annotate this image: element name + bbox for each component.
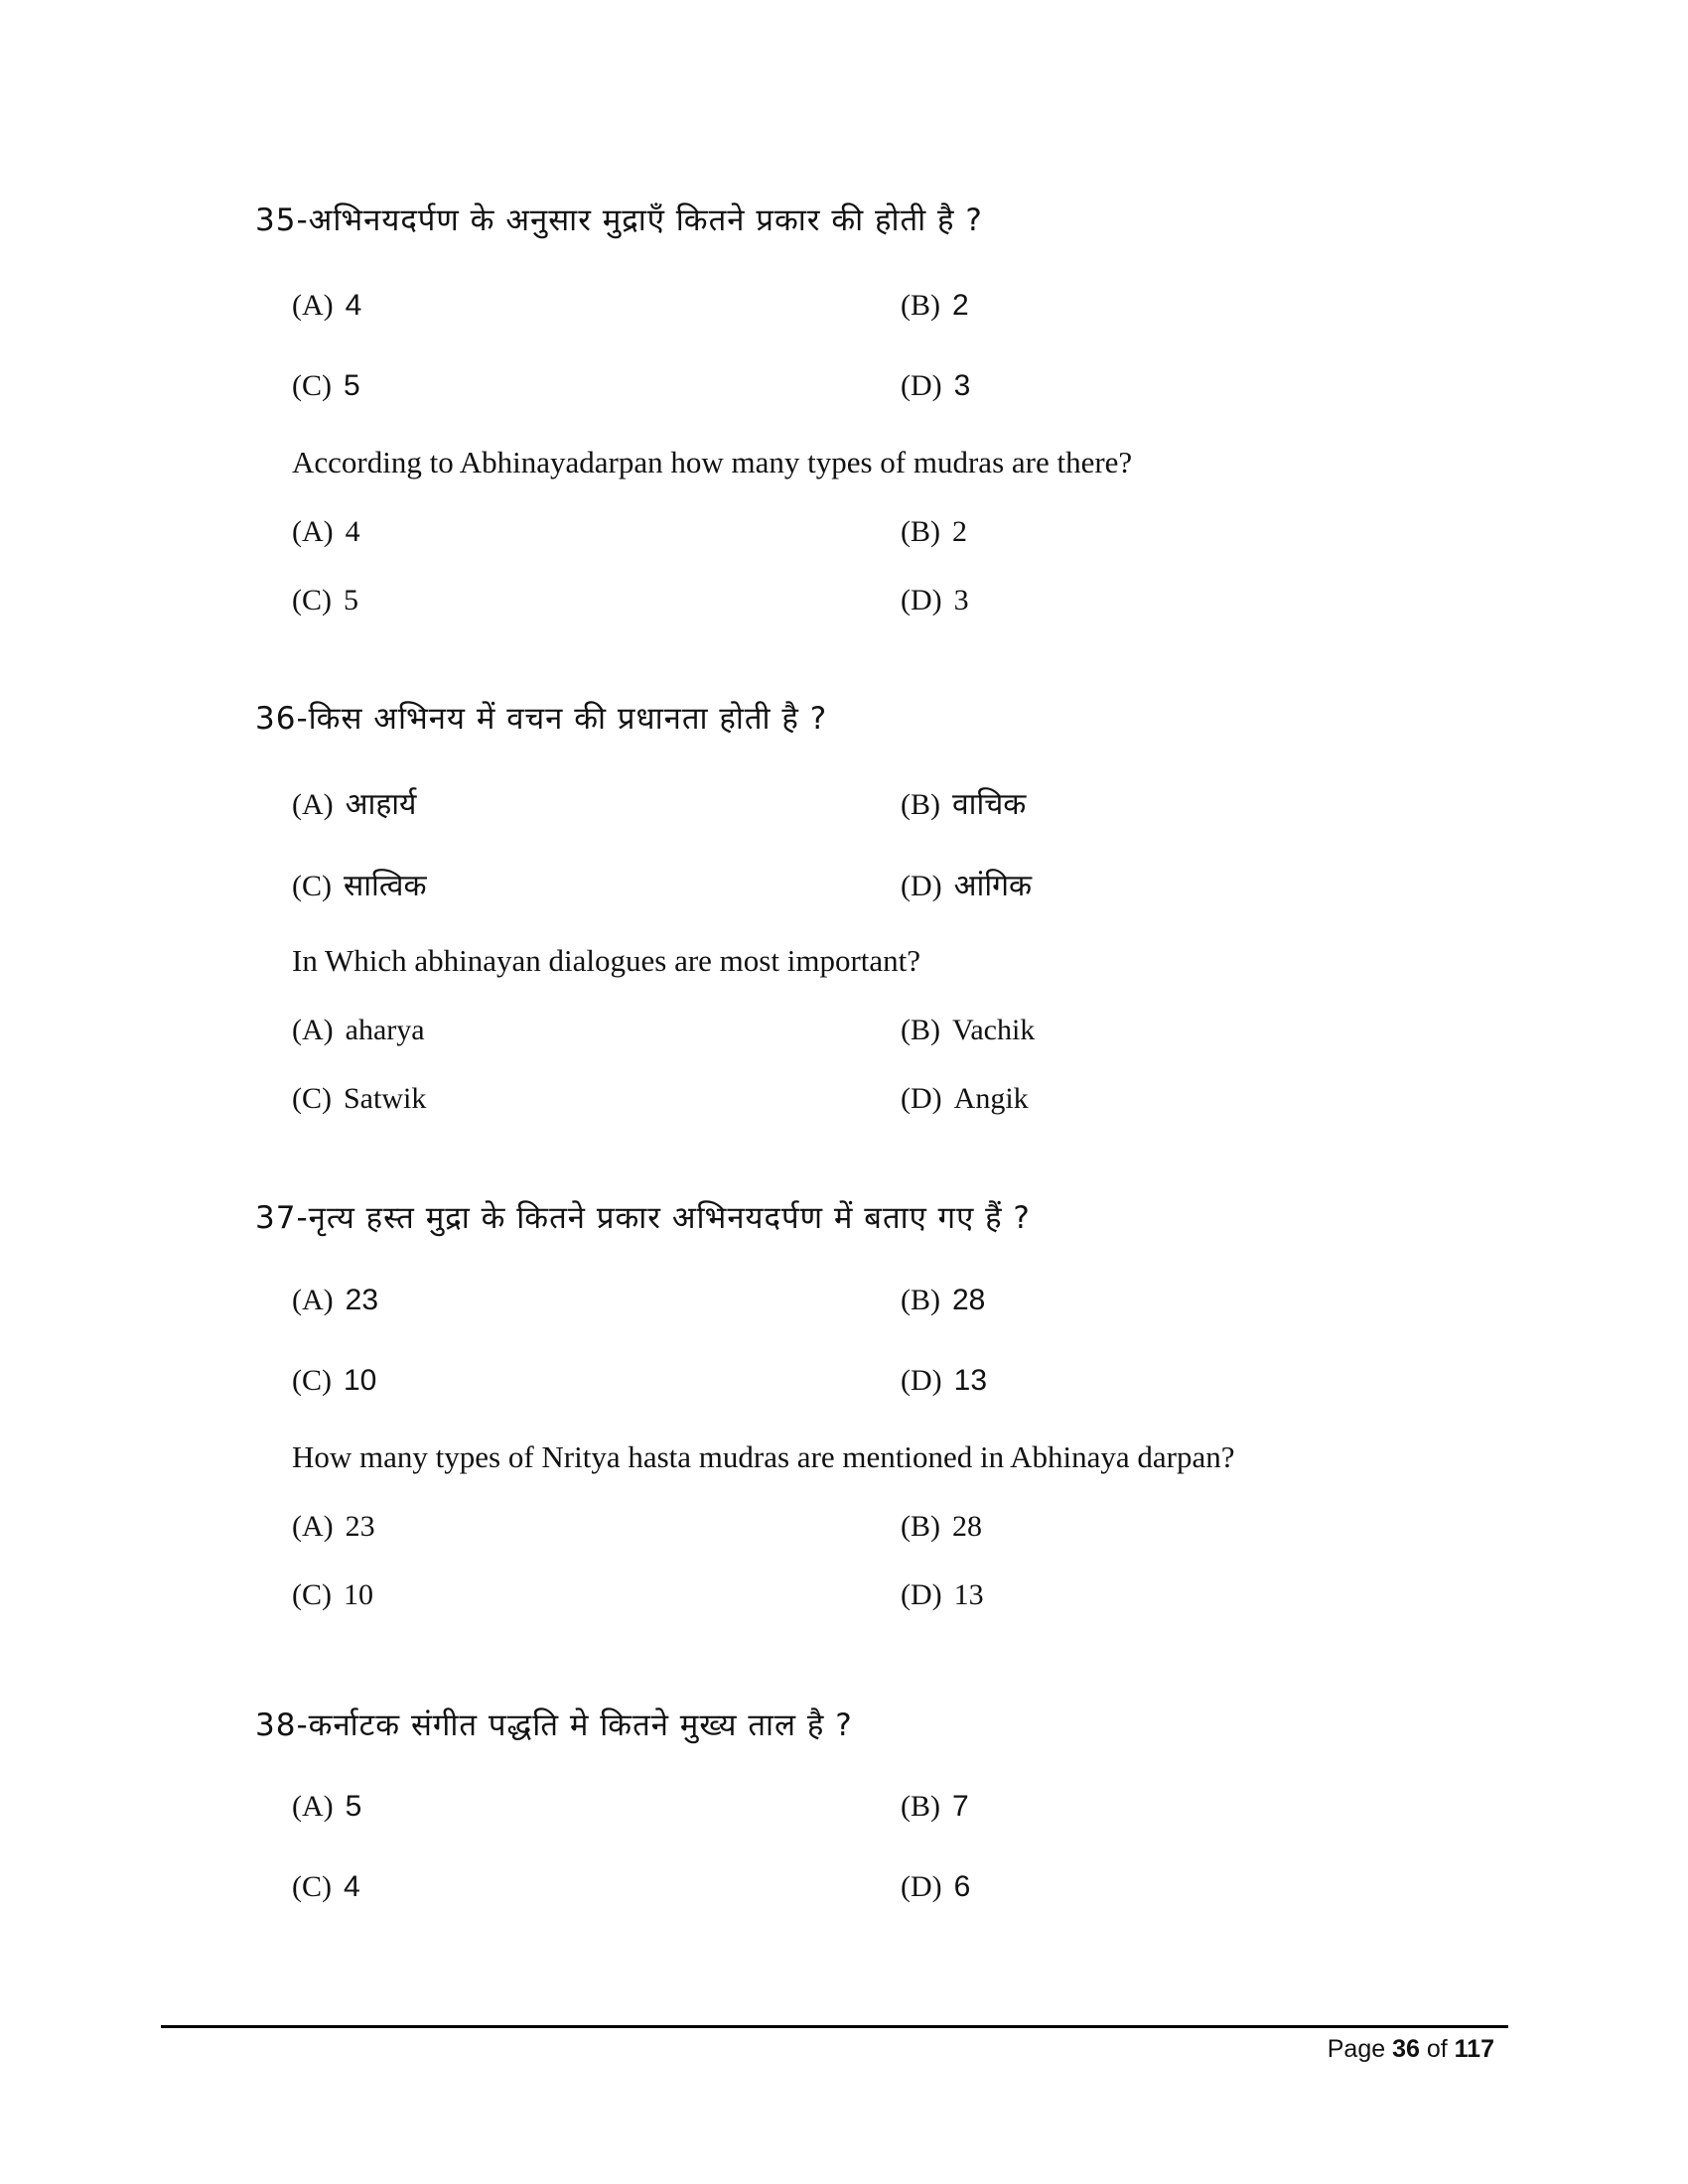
- option-value: 2: [952, 515, 967, 548]
- option-label: (D): [901, 1578, 942, 1611]
- option-value: 4: [345, 515, 360, 548]
- option-value: सात्विक: [344, 869, 427, 903]
- question-36-english: In Which abhinayan dialogues are most important?: [292, 943, 921, 978]
- option-label: (D): [901, 584, 942, 616]
- option-value: 28: [952, 1510, 982, 1543]
- option-value: 5: [345, 1790, 362, 1823]
- footer-divider: [161, 2025, 1508, 2028]
- option-label: (A): [292, 1284, 334, 1316]
- question-35-hindi: 35-अभिनयदर्पण के अनुसार मुद्राएँ कितने प्रकार की होती है ?: [255, 203, 983, 238]
- q38-hi-option-d: [901, 1869, 970, 1904]
- option-label: (B): [901, 1510, 940, 1543]
- q35-en-option-d: [901, 583, 969, 617]
- question-35-english: According to Abhinayadarpan how many types of mudras are there?: [292, 445, 1133, 479]
- q36-hi-option-d: [901, 864, 1032, 904]
- option-label: (B): [901, 788, 940, 821]
- q37-en-option-c: [292, 1577, 373, 1612]
- current-page: 36: [1392, 2035, 1420, 2063]
- option-label: (A): [292, 788, 334, 821]
- option-label: (C): [292, 1082, 332, 1115]
- option-value: 4: [344, 1870, 360, 1903]
- option-value: 3: [953, 369, 971, 402]
- option-label: (D): [901, 1082, 942, 1115]
- option-value: आंगिक: [953, 869, 1033, 903]
- q35-hi-option-c: [292, 368, 360, 403]
- option-value: आहार्य: [345, 787, 417, 822]
- q36-hi-option-c: [292, 864, 427, 904]
- q35-hi-option-a: [292, 288, 361, 323]
- option-label: (B): [901, 515, 940, 548]
- option-value: 23: [345, 1510, 375, 1543]
- option-value: Angik: [953, 1082, 1029, 1115]
- q38-hi-option-c: [292, 1869, 360, 1904]
- option-value: 5: [344, 584, 358, 616]
- question-37-english: How many types of Nritya hasta mudras are mentioned in Abhinaya darpan?: [292, 1439, 1235, 1474]
- option-value: 10: [344, 1364, 377, 1397]
- option-label: (D): [901, 369, 942, 402]
- option-value: 13: [953, 1364, 988, 1397]
- page-word: Page: [1327, 2035, 1386, 2063]
- option-label: (D): [901, 1870, 942, 1903]
- q37-hi-option-b: [901, 1283, 985, 1317]
- option-label: (C): [292, 369, 332, 402]
- q36-en-option-a: [292, 1013, 425, 1047]
- option-label: (C): [292, 1578, 332, 1611]
- option-value: 3: [953, 584, 969, 616]
- option-label: (A): [292, 1014, 334, 1046]
- option-value: 10: [344, 1578, 373, 1611]
- option-value: 7: [952, 1790, 969, 1823]
- page-number: [1328, 2035, 1494, 2064]
- option-label: (C): [292, 1364, 332, 1397]
- q37-hi-option-c: [292, 1363, 376, 1398]
- option-label: (A): [292, 289, 334, 322]
- option-value: 5: [344, 369, 360, 402]
- q37-en-option-a: [292, 1509, 375, 1544]
- option-label: (D): [901, 1364, 942, 1397]
- option-label: (C): [292, 870, 332, 902]
- q36-en-option-d: [901, 1081, 1029, 1116]
- q37-en-option-d: [901, 1577, 984, 1612]
- q36-en-option-b: [901, 1013, 1035, 1047]
- option-value: Vachik: [952, 1014, 1036, 1046]
- q35-en-option-a: [292, 514, 360, 549]
- question-38-hindi: 38-कर्नाटक संगीत पद्धति मे कितने मुख्य ताल है ?: [255, 1707, 853, 1743]
- option-value: वाचिक: [952, 787, 1027, 822]
- q35-en-option-c: [292, 583, 358, 617]
- option-label: (B): [901, 1284, 940, 1316]
- option-label: (C): [292, 1870, 332, 1903]
- q38-hi-option-b: [901, 1789, 969, 1824]
- option-value: 23: [345, 1284, 379, 1316]
- option-value: 6: [953, 1870, 971, 1903]
- option-value: 2: [952, 289, 969, 322]
- option-label: (B): [901, 1790, 940, 1823]
- of-word: of: [1426, 2035, 1448, 2063]
- option-label: (C): [292, 584, 332, 616]
- option-label: (B): [901, 289, 940, 322]
- q36-hi-option-a: [292, 782, 416, 823]
- option-value: 28: [952, 1284, 986, 1316]
- q35-hi-option-b: [901, 288, 969, 323]
- q37-en-option-b: [901, 1509, 982, 1544]
- option-label: (A): [292, 1510, 334, 1543]
- q37-hi-option-d: [901, 1363, 987, 1398]
- option-value: aharya: [345, 1014, 425, 1046]
- q38-hi-option-a: [292, 1789, 361, 1824]
- q37-hi-option-a: [292, 1283, 378, 1317]
- question-37-hindi: 37-नृत्य हस्त मुद्रा के कितने प्रकार अभिनयदर्पण में बताए गए हैं ?: [255, 1200, 1031, 1236]
- option-label: (A): [292, 1790, 334, 1823]
- option-value: 4: [345, 289, 362, 322]
- q36-hi-option-b: [901, 782, 1026, 823]
- option-value: Satwik: [344, 1082, 427, 1115]
- q35-hi-option-d: [901, 368, 970, 403]
- total-pages: 117: [1454, 2035, 1494, 2063]
- option-value: 13: [953, 1578, 984, 1611]
- q36-en-option-c: [292, 1081, 426, 1116]
- option-label: (A): [292, 515, 334, 548]
- question-36-hindi: 36-किस अभिनय में वचन की प्रधानता होती है ?: [255, 701, 828, 737]
- q35-en-option-b: [901, 514, 967, 549]
- option-label: (B): [901, 1014, 940, 1046]
- option-label: (D): [901, 870, 942, 902]
